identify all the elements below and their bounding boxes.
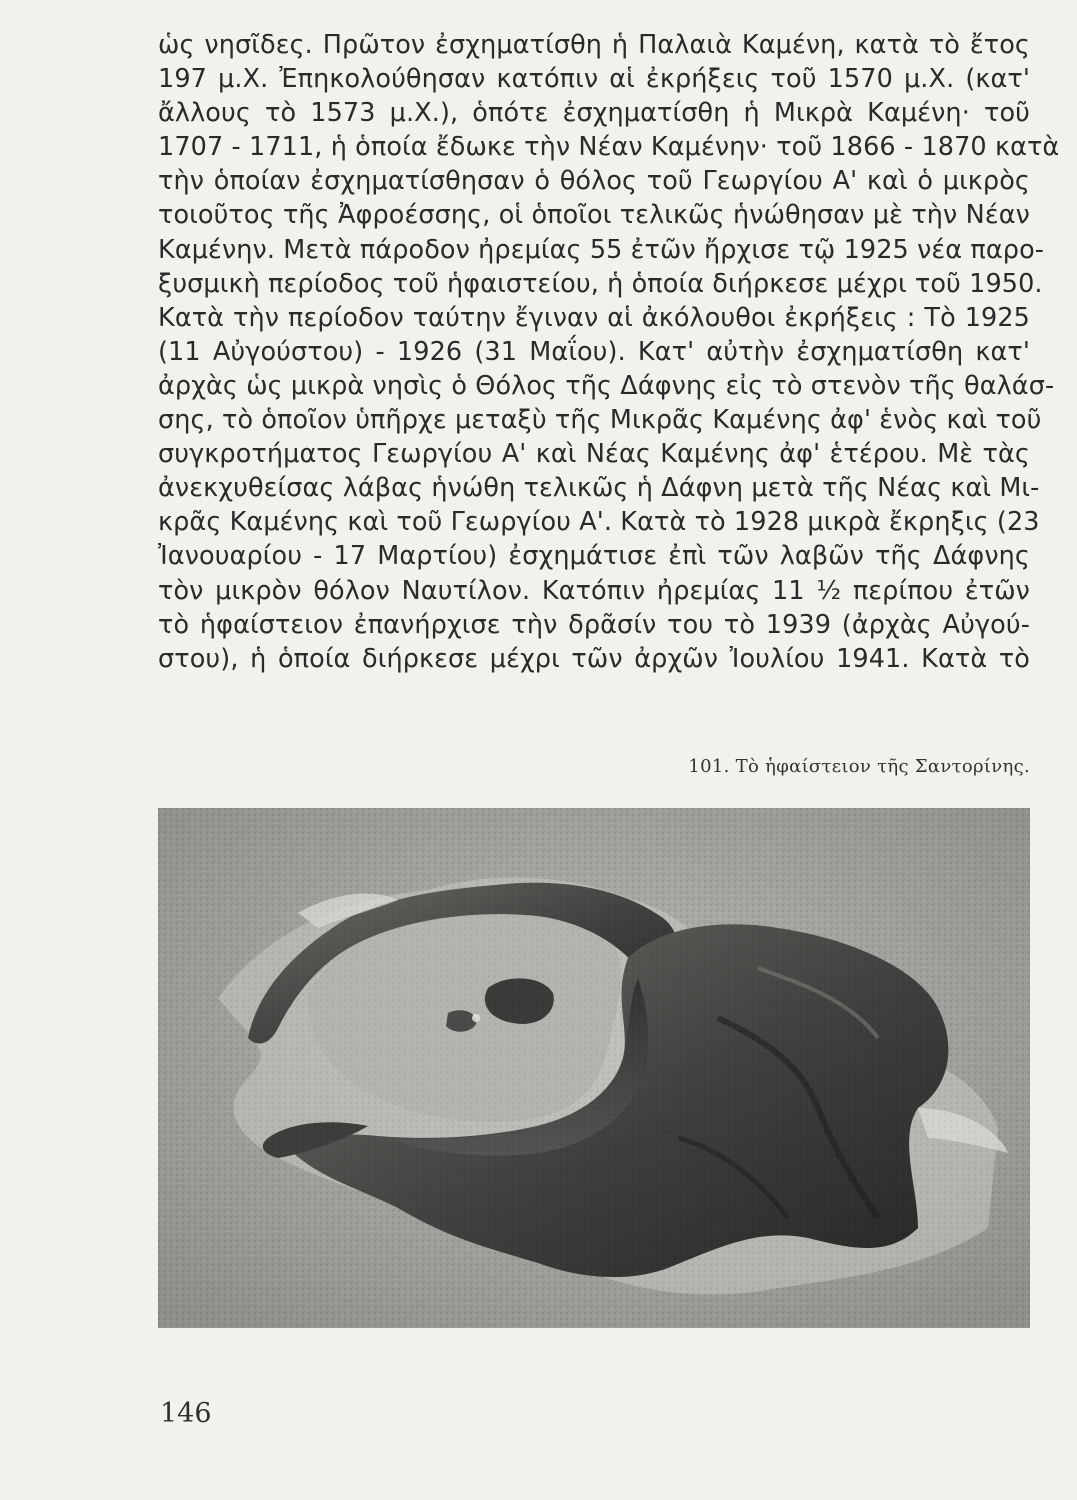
body-text: [158, 28, 1060, 676]
text-line: Καμένην. Μετὰ πάροδον ἠρεμίας 55 ἐτῶν ἤρχισε τῷ 1925 νέα παρο-: [158, 234, 1045, 265]
text-line: Ἰανουαρίου - 17 Μαρτίου) ἐσχημάτισε ἐπὶ τῶν λαβῶν τῆς Δάφνης: [158, 541, 1030, 572]
text-line: τὸν μικρὸν θόλον Ναυτίλον. Κατόπιν ἠρεμίας 11 ½ περίπου ἐτῶν: [158, 575, 1030, 606]
text-line: ξυσμικὴ περίοδος τοῦ ἡφαιστείου, ἡ ὁποία διήρκεσε μέχρι τοῦ 1950.: [158, 268, 1043, 299]
text-line: στου), ἡ ὁποία διήρκεσε μέχρι τῶν ἀρχῶν Ἰουλίου 1941. Κατὰ τὸ: [158, 643, 1030, 674]
text-line: 197 μ.Χ. Ἐπηκολούθησαν κατόπιν αἱ ἐκρήξεις τοῦ 1570 μ.Χ. (κατ': [158, 64, 1030, 95]
text-line: τὸ ἡφαίστειον ἐπανήρχισε τὴν δρᾶσίν του τὸ 1939 (ἀρχὰς Αὐγού-: [158, 609, 1030, 640]
text-line: ἀνεκχυθείσας λάβας ἡνώθη τελικῶς ἡ Δάφνη μετὰ τῆς Νέας καὶ Μι-: [158, 473, 1040, 504]
text-line: 1707 - 1711, ἡ ὁποία ἔδωκε τὴν Νέαν Καμένην· τοῦ 1866 - 1870 κατὰ: [158, 132, 1060, 163]
text-line: σης, τὸ ὁποῖον ὑπῆρχε μεταξὺ τῆς Μικρᾶς Καμένης ἀφ' ἑνὸς καὶ τοῦ: [158, 405, 1042, 436]
text-line: τοιοῦτος τῆς Ἀφροέσσης, οἱ ὁποῖοι τελικῶς ἡνώθησαν μὲ τὴν Νέαν: [158, 200, 1030, 231]
text-line: συγκροτήματος Γεωργίου Α' καὶ Νέας Καμένης ἀφ' ἑτέρου. Μὲ τὰς: [158, 439, 1030, 470]
figure-caption: 101. Τὸ ἡφαίστειον τῆς Σαντορίνης.: [688, 756, 1030, 777]
page-number: 146: [160, 1398, 212, 1429]
santorini-relief-image: [158, 808, 1030, 1328]
text-line: Κατὰ τὴν περίοδον ταύτην ἔγιναν αἱ ἀκόλουθοι ἐκρήξεις : Τὸ 1925: [158, 302, 1030, 333]
text-line: ἀρχὰς ὡς μικρὰ νησὶς ὁ Θόλος τῆς Δάφνης εἰς τὸ στενὸν τῆς θαλάσ-: [158, 370, 1055, 401]
text-line: κρᾶς Καμένης καὶ τοῦ Γεωργίου Α'. Κατὰ τὸ 1928 μικρὰ ἔκρηξις (23: [158, 507, 1040, 538]
text-line: τὴν ὁποίαν ἐσχηματίσθησαν ὁ θόλος τοῦ Γεωργίου Α' καὶ ὁ μικρὸς: [158, 166, 1030, 197]
text-line: ὡς νησῖδες. Πρῶτον ἐσχηματίσθη ἡ Παλαιὰ Καμένη, κατὰ τὸ ἔτος: [158, 30, 1030, 60]
relief-illustration: [158, 808, 1030, 1328]
text-line: (11 Αὐγούστου) - 1926 (31 Μαΐου). Κατ' αὐτὴν ἐσχηματίσθη κατ': [158, 336, 1030, 367]
text-line: ἄλλους τὸ 1573 μ.Χ.), ὁπότε ἐσχηματίσθη ἡ Μικρὰ Καμένη· τοῦ: [158, 98, 1030, 129]
